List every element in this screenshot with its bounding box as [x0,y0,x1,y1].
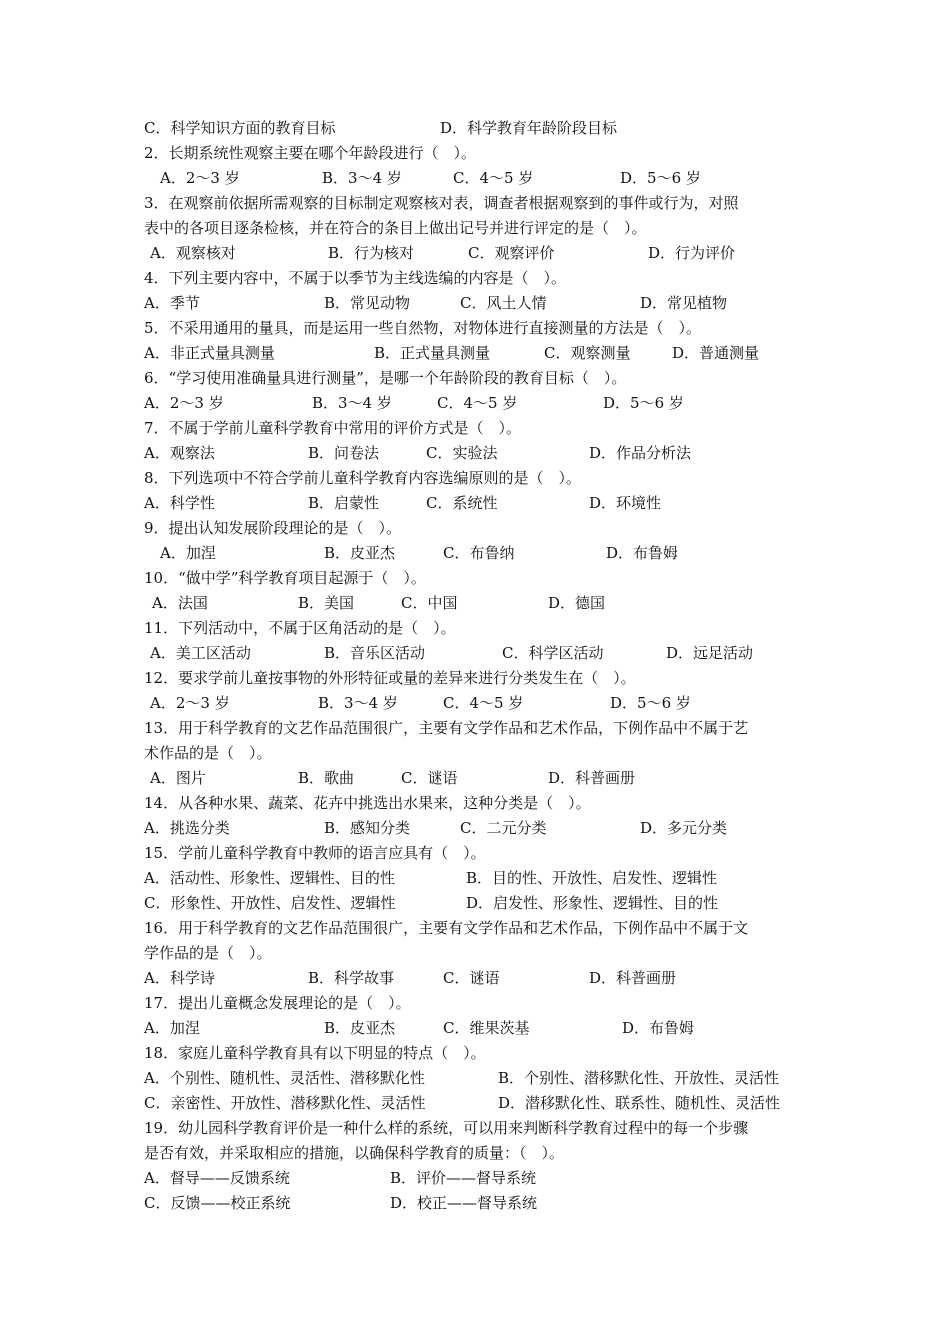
question-text: 16．用于科学教育的文艺作品范围很广，主要有文学作品和艺术作品，下例作品中不属于文 [144,919,749,937]
text-line [0,366,950,391]
question-text: 术作品的是（ ）。 [144,744,272,762]
answer-option: C．反馈——校正系统 [144,1194,291,1212]
question-text: 8．下列选项中不符合学前儿童科学教育内容选编原则的是（ ）。 [144,469,582,487]
answer-option: B．问卷法 [308,444,380,462]
answer-option: A．个别性、随机性、灵活性、潜移默化性 [144,1069,425,1087]
answer-option: D．德国 [548,594,606,612]
question-text: 10．“做中学”科学教育项目起源于（ ）。 [144,569,426,587]
answer-option: D．科普画册 [589,969,677,987]
text-line [0,891,950,916]
answer-option: A．2～3 岁 [150,694,230,712]
answer-option: A．法国 [152,594,208,612]
answer-option: A．活动性、形象性、逻辑性、目的性 [144,869,395,887]
answer-option: B．3～4 岁 [312,394,392,412]
answer-option: D．5～6 岁 [610,694,691,712]
text-line [0,391,950,416]
answer-option: C．4～5 岁 [443,694,524,712]
text-line [0,1066,950,1091]
answer-option: B．皮亚杰 [324,544,396,562]
answer-option: D．环境性 [589,494,662,512]
text-line [0,1191,950,1216]
answer-option: B．皮亚杰 [324,1019,396,1037]
answer-option: D．布鲁姆 [622,1019,695,1037]
question-text: 7．不属于学前儿童科学教育中常用的评价方式是（ ）。 [144,419,522,437]
answer-option: D．潜移默化性、联系性、随机性、灵活性 [498,1094,781,1112]
answer-option: A．2～3 岁 [160,169,240,187]
text-line [0,166,950,191]
answer-option: B．评价——督导系统 [390,1169,537,1187]
answer-option: B．启蒙性 [308,494,380,512]
answer-option: D．普通测量 [672,344,760,362]
text-line [0,866,950,891]
answer-option: C．科学知识方面的教育目标 [144,119,336,137]
answer-option: C．布鲁纳 [443,544,515,562]
text-line [0,841,950,866]
question-text: 19．幼儿园科学教育评价是一种什么样的系统，可以用来判断科学教育过程中的每一个步骤 [144,1119,749,1137]
answer-option: B．正式量具测量 [374,344,491,362]
question-text: 17．提出儿童概念发展理论的是（ ）。 [144,994,411,1012]
answer-option: B．个别性、潜移默化性、开放性、灵活性 [498,1069,780,1087]
answer-option: C．风土人情 [460,294,547,312]
answer-option: C．谜语 [401,769,458,787]
question-text: 15．学前儿童科学教育中教师的语言应具有（ ）。 [144,844,486,862]
question-text: 表中的各项目逐条检核，并在符合的条目上做出记号并进行评定的是（ ）。 [144,219,647,237]
text-line [0,341,950,366]
question-text: 学作品的是（ ）。 [144,944,272,962]
text-line [0,691,950,716]
answer-option: C．系统性 [426,494,498,512]
text-line [0,666,950,691]
answer-option: A．美工区活动 [150,644,251,662]
text-line [0,316,950,341]
text-line [0,216,950,241]
answer-option: D．科普画册 [548,769,636,787]
answer-option: A．非正式量具测量 [144,344,275,362]
text-line [0,141,950,166]
answer-option: A．2～3 岁 [144,394,224,412]
text-line [0,816,950,841]
text-line [0,566,950,591]
answer-option: D．启发性、形象性、逻辑性、目的性 [466,894,719,912]
answer-option: A．观察核对 [150,244,236,262]
answer-option: D．校正——督导系统 [390,1194,538,1212]
text-line [0,991,950,1016]
answer-option: D．5～6 岁 [620,169,701,187]
question-text: 14．从各种水果、蔬菜、花卉中挑选出水果来，这种分类是（ ）。 [144,794,591,812]
answer-option: C．二元分类 [460,819,547,837]
text-line [0,716,950,741]
text-line [0,516,950,541]
answer-option: A．科学诗 [144,969,215,987]
text-line [0,916,950,941]
question-text: 9．提出认知发展阶段理论的是（ ）。 [144,519,402,537]
question-text: 11．下列活动中，不属于区角活动的是（ ）。 [144,619,456,637]
text-line [0,1016,950,1041]
answer-option: D．多元分类 [640,819,728,837]
text-line [0,1041,950,1066]
answer-option: C．谜语 [443,969,500,987]
answer-option: D．科学教育年龄阶段目标 [440,119,618,137]
answer-option: B．感知分类 [324,819,411,837]
answer-option: C．4～5 岁 [453,169,534,187]
answer-option: B．3～4 岁 [322,169,402,187]
question-text: 18．家庭儿童科学教育具有以下明显的特点（ ）。 [144,1044,486,1062]
answer-option: D．5～6 岁 [603,394,684,412]
answer-option: C．科学区活动 [502,644,604,662]
question-text: 2．长期系统性观察主要在哪个年龄段进行（ ）。 [144,144,477,162]
answer-option: A．督导——反馈系统 [144,1169,290,1187]
answer-option: D．作品分析法 [589,444,692,462]
text-line [0,591,950,616]
text-line [0,466,950,491]
text-line [0,491,950,516]
question-text: 是否有效，并采取相应的措施，以确保科学教育的质量：（ ）。 [144,1144,565,1162]
answer-option: C．维果茨基 [443,1019,530,1037]
text-line [0,191,950,216]
text-line [0,116,950,141]
text-line [0,441,950,466]
answer-option: D．布鲁姆 [606,544,679,562]
answer-option: A．加涅 [160,544,216,562]
text-line [0,791,950,816]
text-line [0,616,950,641]
answer-option: A．科学性 [144,494,215,512]
answer-option: A．观察法 [144,444,215,462]
answer-option: D．行为评价 [648,244,736,262]
answer-option: D．远足活动 [666,644,754,662]
answer-option: B．科学故事 [308,969,395,987]
answer-option: A．季节 [144,294,200,312]
answer-option: C．中国 [401,594,458,612]
question-text: 6．“学习使用准确量具进行测量”，是哪一个年龄阶段的教育目标（ ）。 [144,369,627,387]
answer-option: B．音乐区活动 [324,644,426,662]
text-line [0,241,950,266]
question-text: 13．用于科学教育的文艺作品范围很广，主要有文学作品和艺术作品，下例作品中不属于艺 [144,719,749,737]
text-line [0,741,950,766]
answer-option: B．目的性、开放性、启发性、逻辑性 [466,869,718,887]
answer-option: A．挑选分类 [144,819,230,837]
text-line [0,416,950,441]
answer-option: B．常见动物 [324,294,411,312]
answer-option: A．加涅 [144,1019,200,1037]
question-text: 12．要求学前儿童按事物的外形特征或量的差异来进行分类发生在（ ）。 [144,669,636,687]
answer-option: B．歌曲 [298,769,355,787]
answer-option: C．4～5 岁 [437,394,518,412]
text-line [0,641,950,666]
answer-option: D．常见植物 [640,294,728,312]
answer-option: B．3～4 岁 [318,694,398,712]
answer-option: C．观察评价 [468,244,555,262]
answer-option: C．观察测量 [544,344,631,362]
text-line [0,1166,950,1191]
text-line [0,291,950,316]
answer-option: B．美国 [298,594,355,612]
question-text: 4．下列主要内容中，不属于以季节为主线选编的内容是（ ）。 [144,269,567,287]
answer-option: B．行为核对 [328,244,415,262]
question-text: 3．在观察前依据所需观察的目标制定观察核对表，调查者根据观察到的事件或行为，对照 [144,194,739,212]
text-line [0,1116,950,1141]
text-line [0,941,950,966]
text-line [0,966,950,991]
answer-option: C．实验法 [426,444,498,462]
question-text: 5．不采用通用的量具，而是运用一些自然物，对物体进行直接测量的方法是（ ）。 [144,319,702,337]
answer-option: C．形象性、开放性、启发性、逻辑性 [144,894,396,912]
answer-option: C．亲密性、开放性、潜移默化性、灵活性 [144,1094,426,1112]
text-line [0,1091,950,1116]
text-line [0,541,950,566]
text-line [0,1141,950,1166]
answer-option: A．图片 [150,769,206,787]
text-line [0,766,950,791]
text-line [0,266,950,291]
